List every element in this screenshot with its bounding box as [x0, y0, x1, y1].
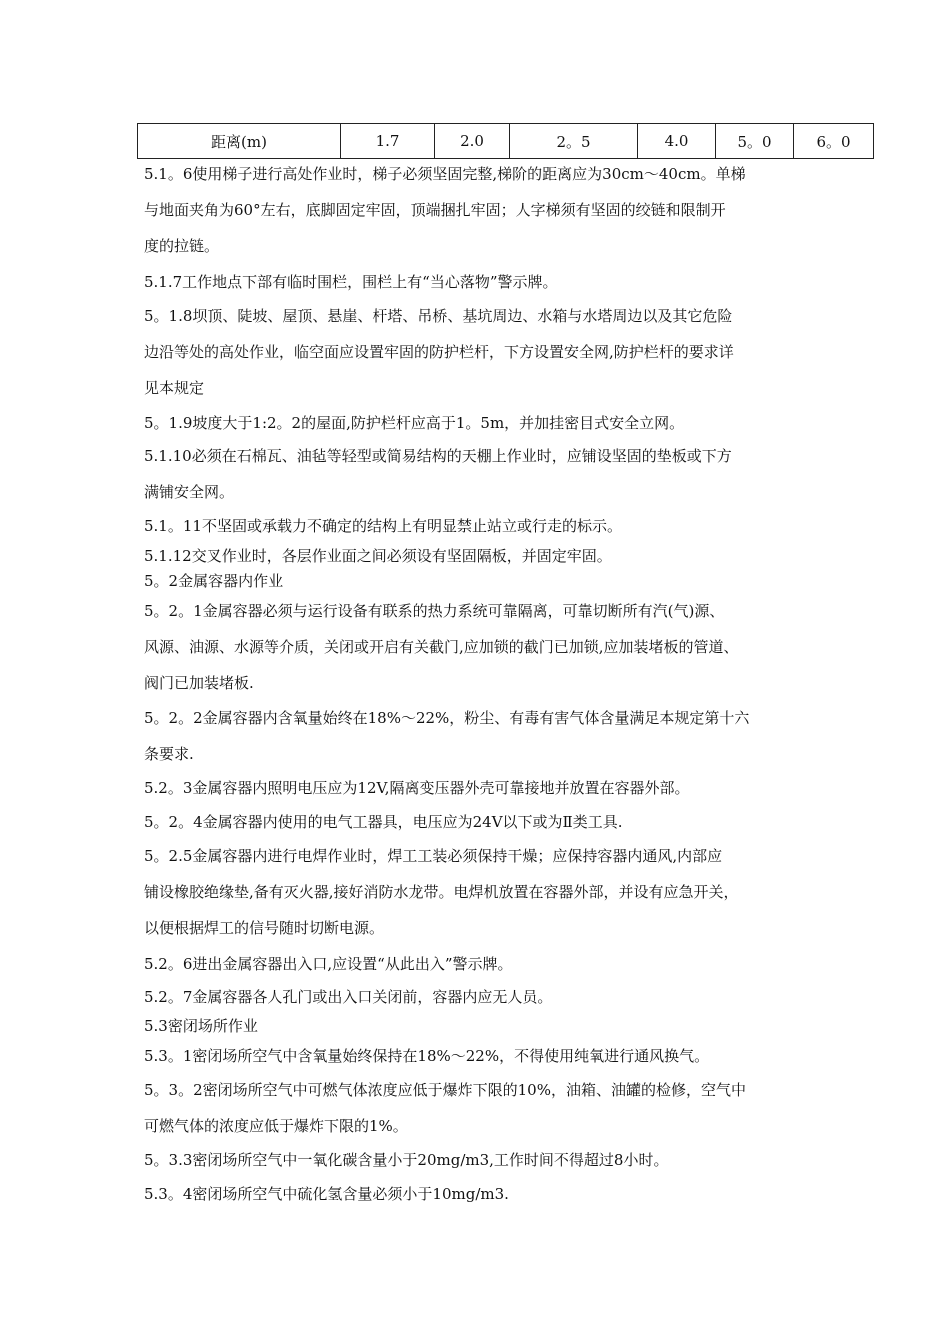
text-line: 5。2。1金属容器必须与运行设备有联系的热力系统可靠隔离，可靠切断所有汽(气)源、 [144, 602, 725, 620]
text-line: 可燃气体的浓度应低于爆炸下限的1%。 [144, 1117, 408, 1135]
paragraph-5-1-7 [144, 264, 834, 300]
text-line: 5。3。2密闭场所空气中可燃气体浓度应低于爆炸下限的10%，油箱、油罐的检修，空气中 [144, 1081, 746, 1099]
paragraph-5-1-10 [144, 438, 834, 510]
text-line: 5.1。6使用梯子进行高处作业时，梯子必须坚固完整,梯阶的距离应为30cm～40cm。单梯 [144, 165, 746, 183]
text-line: 风源、油源、水源等介质，关闭或开启有关截门,应加锁的截门已加锁,应加装堵板的管道、 [144, 638, 739, 656]
paragraph-5-2-1 [144, 593, 834, 701]
text-line: 5.2。6进出金属容器出入口,应设置“从此出入”警示牌。 [144, 955, 513, 973]
text-line: 5.1。11不坚固或承载力不确定的结构上有明显禁止站立或行走的标示。 [144, 517, 622, 535]
text-line: 5.1.10必须在石棉瓦、油毡等轻型或简易结构的天棚上作业时，应铺设坚固的垫板或下方 [144, 447, 732, 465]
text-line: 阀门已加装堵板. [144, 674, 254, 692]
table-cell: 6。0 [794, 124, 874, 159]
text-line: 5.2。7金属容器各人孔门或出入口关闭前，容器内应无人员。 [144, 988, 553, 1006]
text-line: 5.3。1密闭场所空气中含氧量始终保持在18%～22%，不得使用纯氧进行通风换气。 [144, 1047, 710, 1065]
text-line: 边沿等处的高处作业，临空面应设置牢固的防护栏杆，下方设置安全网,防护栏杆的要求详 [144, 343, 734, 361]
text-line: 5。2.5金属容器内进行电焊作业时，焊工工装必须保持干燥；应保持容器内通风,内部应 [144, 847, 723, 865]
text-line: 见本规定 [144, 379, 205, 397]
paragraph-5-1-6 [144, 156, 834, 264]
text-line: 5.3密闭场所作业 [144, 1017, 258, 1035]
text-line: 铺设橡胶绝缘垫,备有灭火器,接好消防水龙带。电焊机放置在容器外部，并设有应急开关， [144, 883, 739, 901]
text-line: 与地面夹角为60°左右，底脚固定牢固，顶端捆扎牢固；人字梯须有坚固的绞链和限制开 [144, 201, 726, 219]
text-line: 5.3。4密闭场所空气中硫化氢含量必须小于10mg/m3. [144, 1185, 509, 1203]
table-row [138, 124, 874, 159]
paragraph-5-1-9 [144, 405, 834, 441]
text-line: 5.1.12交叉作业时，各层作业面之间必须设有坚固隔板，并固定牢固。 [144, 547, 612, 565]
table-cell: 5。0 [716, 124, 794, 159]
text-line: 5。3.3密闭场所空气中一氧化碳含量小于20mg/m3,工作时间不得超过8小时。 [144, 1151, 669, 1169]
table-cell: 4.0 [638, 124, 716, 159]
table-cell: 2.0 [435, 124, 510, 159]
paragraph-5-3-4 [144, 1176, 834, 1212]
paragraph-5-3-2 [144, 1072, 834, 1144]
table-cell: 1.7 [341, 124, 435, 159]
text-line: 5。2。2金属容器内含氧量始终在18%～22%，粉尘、有毒有害气体含量满足本规定第十六 [144, 709, 750, 727]
paragraph-5-1-8 [144, 298, 834, 406]
paragraph-5-2-4 [144, 804, 834, 840]
distance-table [137, 123, 874, 159]
text-line: 5。1.8坝顶、陡坡、屋顶、悬崖、杆塔、吊桥、基坑周边、水箱与水塔周边以及其它危险 [144, 307, 733, 325]
text-line: 条要求. [144, 745, 194, 763]
paragraph-5-2-3 [144, 770, 834, 806]
text-line: 5.2。3金属容器内照明电压应为12V,隔离变压器外壳可靠接地并放置在容器外部。 [144, 779, 690, 797]
table-cell: 2。5 [510, 124, 638, 159]
paragraph-5-3-3 [144, 1142, 834, 1178]
text-line: 5.1.7工作地点下部有临时围栏，围栏上有“当心落物”警示牌。 [144, 273, 558, 291]
text-line: 5。1.9坡度大于1:2。2的屋面,防护栏杆应高于1。5m，并加挂密目式安全立网。 [144, 414, 685, 432]
text-line: 5。2。4金属容器内使用的电气工器具，电压应为24V以下或为Ⅱ类工具. [144, 813, 623, 831]
text-line: 以便根据焊工的信号随时切断电源。 [144, 919, 385, 937]
paragraph-5-3-1 [144, 1038, 834, 1074]
text-line: 满铺安全网。 [144, 483, 235, 501]
paragraph-5-2-6 [144, 946, 834, 982]
text-line: 度的拉链。 [144, 237, 220, 255]
text-line: 5。2金属容器内作业 [144, 572, 284, 590]
table-header-cell: 距离(m) [138, 124, 341, 159]
paragraph-5-2-2 [144, 700, 834, 772]
paragraph-5-2-5 [144, 838, 834, 946]
